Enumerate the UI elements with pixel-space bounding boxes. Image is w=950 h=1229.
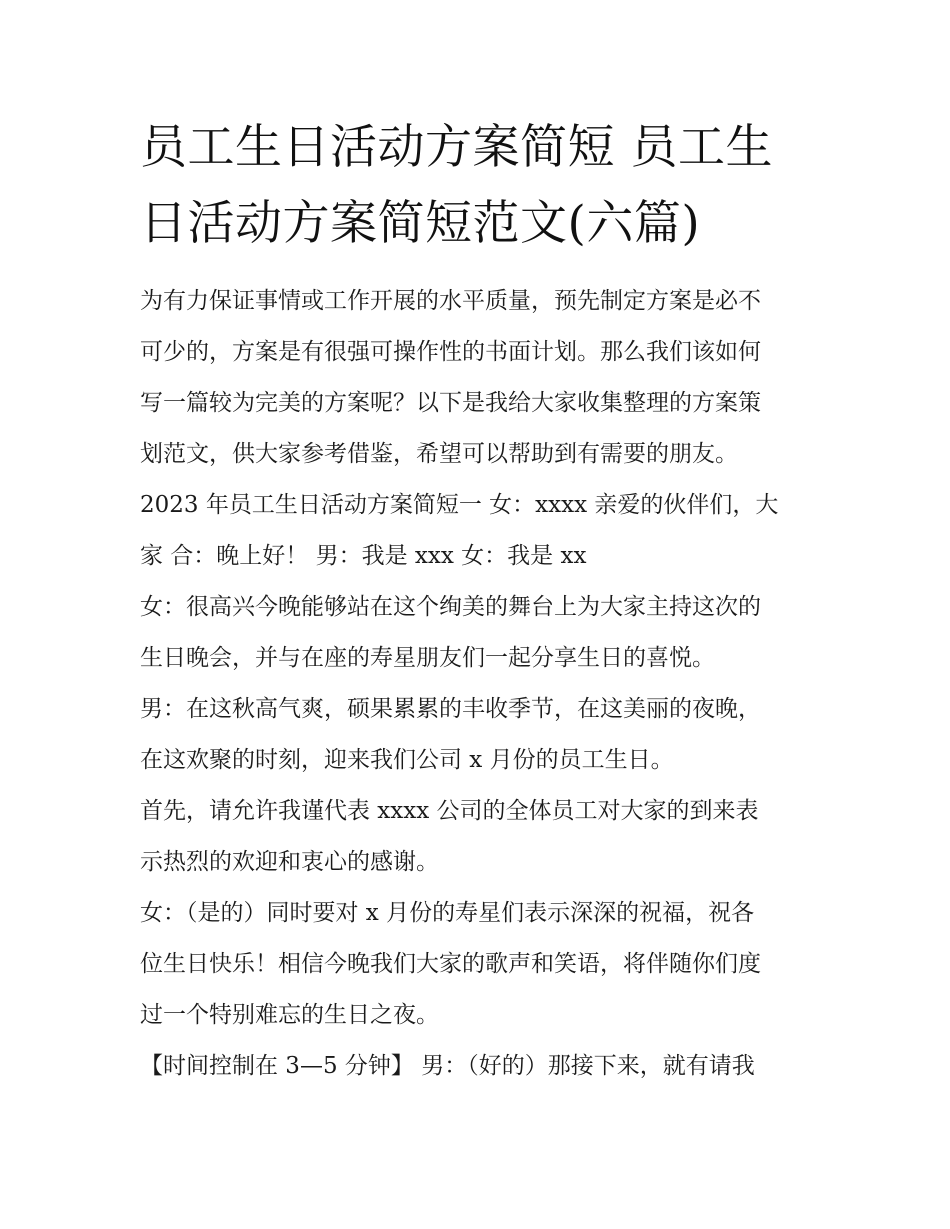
body-line: 示热烈的欢迎和衷心的感谢。 — [140, 849, 439, 875]
body-line: 男：在这秋高气爽，硕果累累的丰收季节，在这美丽的夜晚， — [140, 696, 761, 722]
body-line: 生日晚会，并与在座的寿星朋友们一起分享生日的喜悦。 — [140, 645, 715, 671]
body-line: 2023 年员工生日活动方案简短一 女：xxxx 亲爱的伙伴们，大 — [140, 492, 779, 518]
document-body — [140, 276, 830, 1092]
body-line: 为有力保证事情或工作开展的水平质量，预先制定方案是必不 — [140, 288, 761, 314]
body-line: 【时间控制在 3—5 分钟】 男：（好的）那接下来，就有请我 — [140, 1053, 755, 1079]
body-line: 在这欢聚的时刻，迎来我们公司 x 月份的员工生日。 — [140, 747, 674, 773]
body-line: 划范文，供大家参考借鉴，希望可以帮助到有需要的朋友。 — [140, 441, 738, 467]
body-line: 位生日快乐！相信今晚我们大家的歌声和笑语，将伴随你们度 — [140, 951, 761, 977]
body-line: 可少的，方案是有很强可操作性的书面计划。那么我们该如何 — [140, 339, 761, 365]
body-line: 女：（是的）同时要对 x 月份的寿星们表示深深的祝福，祝各 — [140, 900, 755, 926]
body-line: 家 合：晚上好！ 男：我是 xxx 女：我是 xx — [140, 543, 587, 569]
document-title — [140, 110, 820, 262]
title-line-1: 员工生日活动方案简短 员工生 — [140, 120, 773, 175]
body-line: 女：很高兴今晚能够站在这个绚美的舞台上为大家主持这次的 — [140, 594, 761, 620]
title-line-2: 日活动方案简短范文(六篇) — [140, 196, 701, 251]
body-line: 首先，请允许我谨代表 xxxx 公司的全体员工对大家的到来表 — [140, 798, 759, 824]
body-line: 过一个特别难忘的生日之夜。 — [140, 1002, 439, 1028]
body-line: 写一篇较为完美的方案呢？以下是我给大家收集整理的方案策 — [140, 390, 761, 416]
